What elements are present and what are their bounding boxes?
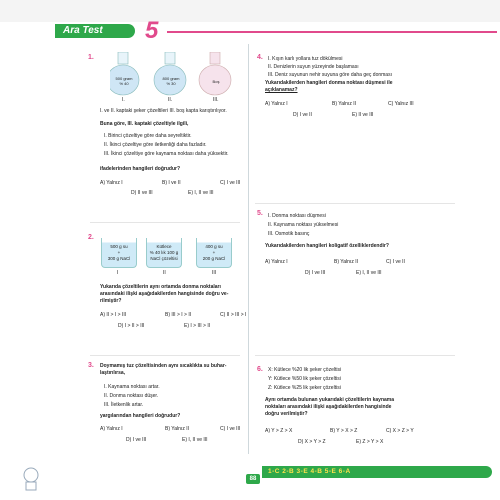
- q5-item-3: III. Osmotik basınç: [268, 231, 310, 237]
- question-1-number: 1.: [88, 54, 94, 61]
- beaker-2: Kütlece % 40 lık 100 g NaCl çözeltisi: [146, 238, 182, 268]
- q2-option-c[interactable]: C) II > III > I: [220, 312, 247, 318]
- q1-option-d[interactable]: D) II ve III: [131, 190, 153, 196]
- beaker-3: 400 g su + 200 g NaCl: [196, 238, 232, 268]
- q4-option-b[interactable]: B) Yalnız II: [332, 101, 356, 107]
- q6-question-line1: Aynı ortamda bulunan yukarıdaki çözeltilerin kaynama: [265, 397, 395, 403]
- section-header: [55, 17, 485, 44]
- q1-item-1: I. Birinci çözeltiye göre daha seyreltiktir.: [104, 133, 192, 139]
- question-4-number: 4.: [257, 54, 263, 61]
- header-rule: [167, 31, 497, 33]
- q1-question: ifadelerinden hangileri doğrudur?: [100, 166, 181, 172]
- flask-2-label: 800 gram % 30: [162, 76, 180, 86]
- q3-item-2: II. Donma noktası düşer.: [104, 393, 159, 399]
- q1-item-2: II. İkinci çözeltiye göre iletkenliği daha fazladır.: [104, 142, 207, 148]
- q4-option-c[interactable]: C) Yalnız III: [388, 101, 414, 107]
- q5-question: Yukarıdakilerden hangileri koligatif özelliklerdendir?: [265, 243, 389, 249]
- q4-item-3: III. Deniz suyunun nehir suyuna göre daha geç donması: [268, 72, 392, 78]
- test-number: 5: [145, 17, 159, 44]
- q1-option-b[interactable]: B) I ve II: [162, 180, 181, 186]
- flask-1-roman: I.: [122, 97, 125, 103]
- question-6-number: 6.: [257, 366, 263, 373]
- q6-item-y: Y: Kütlece %50 lik şeker çözeltisi: [268, 376, 341, 382]
- flask-3: [199, 52, 231, 95]
- q6-option-d[interactable]: D) X > Y > Z: [298, 439, 326, 445]
- q1-option-a[interactable]: A) Yalnız I: [100, 180, 123, 186]
- divider-q1-q2: [90, 222, 240, 223]
- flask-2: [154, 52, 186, 95]
- question-5-number: 5.: [257, 210, 263, 217]
- q3-question: yargılarından hangileri doğrudur?: [100, 413, 181, 419]
- flask-1: [110, 52, 139, 95]
- page-number: 88: [246, 474, 260, 484]
- q5-item-2: II. Kaynama noktası yükselmesi: [268, 222, 339, 228]
- q3-option-d[interactable]: D) I ve III: [126, 437, 147, 443]
- q6-item-z: Z: Kütlece %25 lik şeker çözeltisi: [268, 385, 341, 391]
- column-divider: [248, 44, 249, 454]
- q1-option-c[interactable]: C) I ve III: [220, 180, 241, 186]
- flask-3-roman: III.: [213, 97, 219, 103]
- q6-option-c[interactable]: C) X > Z > Y: [386, 428, 414, 434]
- answer-key: 1-C 2-B 3-E 4-B 5-E 6-A: [262, 466, 492, 478]
- q4-item-1: I. Kışın karlı yollara tuz dökülmesi: [268, 56, 343, 62]
- q1-option-e[interactable]: E) I, II ve III: [188, 190, 214, 196]
- divider-q5-q6: [255, 355, 455, 356]
- q5-option-e[interactable]: E) I, II ve III: [356, 270, 382, 276]
- q3-intro-line1: Doymamış tuz çözeltisinden aynı sıcaklıkta su buhar-: [100, 363, 227, 369]
- q3-option-e[interactable]: E) I, II ve III: [182, 437, 208, 443]
- q2-question-line1: Yukarıda çözeltilerin aynı ortamda donma noktaları: [100, 284, 221, 290]
- q3-option-a[interactable]: A) Yalnız I: [100, 426, 123, 432]
- q5-option-c[interactable]: C) I ve II: [386, 259, 405, 265]
- q3-item-3: III. İletkenlik artar.: [104, 402, 144, 408]
- q6-question-line3: doğru verilmiştir?: [265, 411, 308, 417]
- q2-question-line3: rilmiştir?: [100, 298, 122, 304]
- q2-question-line2: arasındaki ilişki aşağıdakilerden hangisinde doğru ve-: [100, 291, 229, 297]
- q1-stem: Buna göre, III. kaptaki çözeltiyle ilgili,: [100, 121, 189, 127]
- q5-option-d[interactable]: D) I ve III: [305, 270, 326, 276]
- flask-1-label: 500 gram % 40: [115, 76, 133, 86]
- q6-item-x: X: Kütlece %20 lik şeker çözeltisi: [268, 367, 342, 373]
- q6-option-b[interactable]: B) Y > X > Z: [330, 428, 358, 434]
- flask-2-roman: II.: [168, 97, 173, 103]
- q6-option-e[interactable]: E) Z > Y > X: [356, 439, 384, 445]
- q5-item-1: I. Donma noktası düşmesi: [268, 213, 326, 219]
- q3-option-c[interactable]: C) I ve III: [220, 426, 241, 432]
- q4-option-a[interactable]: A) Yalnız I: [265, 101, 288, 107]
- q3-option-b[interactable]: B) Yalnız II: [165, 426, 189, 432]
- flask-3-label: Boş: [212, 79, 220, 84]
- q2-option-b[interactable]: B) III > I > II: [165, 312, 192, 318]
- q3-intro-line2: laştırılırsa,: [100, 370, 126, 376]
- q1-intro: I. ve II. kaptaki şeker çözeltileri III. boş kapta karıştırılıyor.: [100, 108, 227, 114]
- beaker-3-roman: III: [212, 270, 217, 276]
- q4-question-line1: Yukarıdakilerden hangileri donma noktası düşmesi ile: [265, 80, 393, 86]
- q5-option-b[interactable]: B) Yalnız II: [334, 259, 358, 265]
- divider-q2-q3: [90, 355, 240, 356]
- q4-item-2: II. Denizlerin suyun yüzeyinde başlaması: [268, 64, 359, 70]
- q4-option-e[interactable]: E) II ve III: [352, 112, 374, 118]
- publisher-logo-icon: [20, 466, 42, 492]
- q4-option-d[interactable]: D) I ve II: [293, 112, 312, 118]
- q2-option-a[interactable]: A) II > I > III: [100, 312, 127, 318]
- q2-option-e[interactable]: E) I > III > II: [184, 323, 211, 329]
- decorative-top-band: [0, 0, 500, 22]
- q1-item-3: III. İkinci çözeltiye göre kaynama noktası daha yüksektir.: [104, 151, 229, 157]
- section-title: Ara Test: [55, 24, 135, 38]
- question-3-number: 3.: [88, 362, 94, 369]
- q6-option-a[interactable]: A) Y > Z > X: [265, 428, 293, 434]
- q5-option-a[interactable]: A) Yalnız I: [265, 259, 288, 265]
- beaker-2-roman: II: [163, 270, 166, 276]
- question-2-number: 2.: [88, 234, 94, 241]
- q2-option-d[interactable]: D) I > II > III: [118, 323, 145, 329]
- beaker-1-roman: I: [117, 270, 119, 276]
- q6-question-line2: noktaları arasındaki ilişki aşağıdakilerden hangisinde: [265, 404, 392, 410]
- q4-question-line2: açıklanamaz?: [265, 87, 298, 93]
- beaker-1: 500 g su + 300 g NaCl: [101, 238, 137, 268]
- q3-item-1: I. Kaynama noktası artar.: [104, 384, 160, 390]
- divider-q4-q5: [255, 203, 455, 204]
